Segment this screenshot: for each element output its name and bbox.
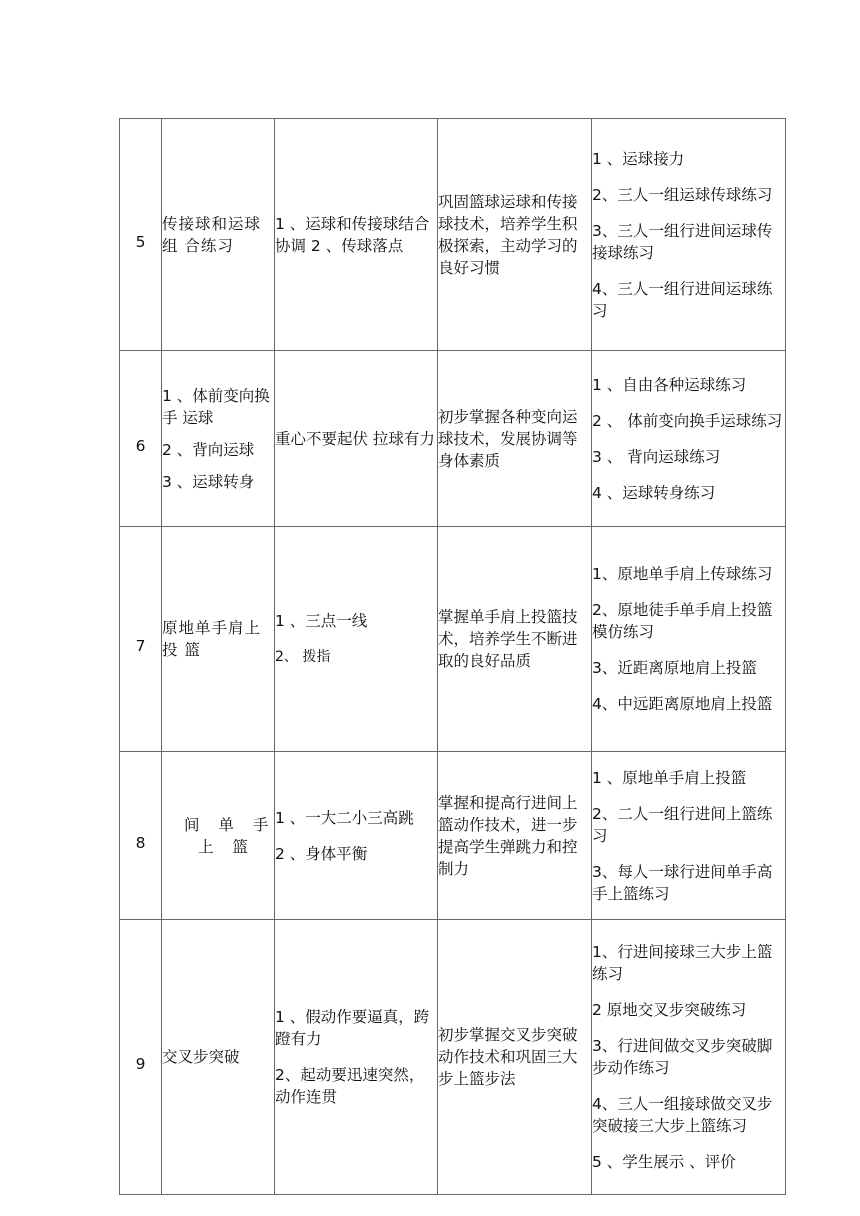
activities-cell [592, 527, 786, 752]
topic-line: 上 篮 [198, 837, 248, 856]
key-point-line: 1 、三点一线 [275, 612, 368, 630]
activities-cell [592, 119, 786, 351]
topic-line: 原地单手肩上投 篮 [162, 619, 262, 659]
lesson-number-cell: 7 [120, 527, 162, 752]
activity-line: 4、三人一组接球做交叉步突破接三大步上篮练习 [592, 1095, 773, 1135]
goal-text: 初步掌握交叉步突破动作技术和巩固三大步上篮步法 [438, 1026, 578, 1088]
key-point-line: 2、起动要迅速突然，动作连贯 [275, 1066, 425, 1106]
lesson-number-cell: 9 [120, 920, 162, 1195]
activity-line: 3、三人一组行进间运球传接球练习 [592, 221, 773, 262]
activity-line: 3、行进间做交叉步突破脚步动作练习 [592, 1037, 773, 1077]
key-point-line: 2、 拨指 [275, 649, 331, 665]
lesson-number-cell: 5 [120, 119, 162, 351]
goal-cell [438, 752, 592, 920]
activity-line: 3 、 背向运球练习 [592, 447, 721, 466]
key-point-line: 重心不要起伏 拉球有力 [275, 429, 435, 448]
key-point-line: 1 、一大二小三高跳 [275, 808, 414, 827]
key-points-cell [275, 920, 438, 1195]
topic-line: 交叉步突破 [162, 1048, 240, 1066]
lesson-number-cell: 8 [120, 752, 162, 920]
topic-cell [162, 920, 275, 1195]
activity-line: 2 、 体前变向换手运球练习 [592, 411, 783, 430]
lesson-plan-table [119, 118, 786, 1195]
topic-line: 间 单 手 [184, 815, 269, 834]
topic-line: 3 、运球转身 [162, 472, 255, 491]
key-points-cell [275, 119, 438, 351]
topic-cell [162, 119, 275, 351]
topic-line: 1 、体前变向换手 运球 [162, 386, 270, 427]
table-row [120, 351, 786, 527]
topic-line: 传接球和运球组 合练习 [162, 214, 262, 255]
key-points-cell [275, 527, 438, 752]
goal-text: 巩固篮球运球和传接球技术，培养学生积极探索，主动学习的良好习惯 [438, 192, 578, 277]
key-points-cell [275, 752, 438, 920]
goal-text: 掌握和提高行进间上篮动作技术，进一步提高学生弹跳力和控制力 [438, 793, 578, 878]
activity-line: 1、行进间接球三大步上篮练习 [592, 943, 773, 983]
activity-line: 1、原地单手肩上传球练习 [592, 565, 773, 583]
activity-line: 3、每人一球行进间单手高手上篮练习 [592, 862, 773, 903]
goal-text: 初步掌握各种变向运球技术，发展协调等身体素质 [438, 407, 578, 470]
activity-line: 1 、自由各种运球练习 [592, 375, 747, 394]
table-row [120, 920, 786, 1195]
activity-line: 4 、运球转身练习 [592, 483, 716, 502]
topic-cell [162, 527, 275, 752]
goal-cell [438, 119, 592, 351]
activity-line: 2、二人一组行进间上篮练习 [592, 804, 773, 845]
key-point-line: 1 、假动作要逼真，跨蹬有力 [275, 1008, 430, 1048]
activities-cell [592, 920, 786, 1195]
activity-line: 1 、原地单手肩上投篮 [592, 768, 747, 787]
topic-line: 2 、背向运球 [162, 440, 255, 459]
goal-cell [438, 527, 592, 752]
topic-cell [162, 351, 275, 527]
key-point-line: 1 、运球和传接球结合协调 2 、传球落点 [275, 214, 430, 255]
key-points-cell [275, 351, 438, 527]
activity-line: 5 、学生展示 、评价 [592, 1153, 736, 1171]
topic-cell [162, 752, 275, 920]
goal-text: 掌握单手肩上投篮技术，培养学生不断进取的良好品质 [438, 608, 578, 670]
activity-line: 4、三人一组行进间运球练习 [592, 279, 773, 320]
activity-line: 2、三人一组运球传球练习 [592, 185, 773, 204]
goal-cell [438, 920, 592, 1195]
table-row [120, 752, 786, 920]
table-row [120, 119, 786, 351]
activity-line: 1 、运球接力 [592, 149, 685, 168]
activity-line: 2、原地徒手单手肩上投篮模仿练习 [592, 601, 773, 641]
activities-cell [592, 351, 786, 527]
goal-cell [438, 351, 592, 527]
lesson-number-cell: 6 [120, 351, 162, 527]
activity-line: 3、近距离原地肩上投篮 [592, 659, 757, 677]
activity-line: 4、中远距离原地肩上投篮 [592, 695, 773, 713]
key-point-line: 2 、身体平衡 [275, 844, 368, 863]
activity-line: 2 原地交叉步突破练习 [592, 1001, 747, 1019]
activities-cell [592, 752, 786, 920]
table-row [120, 527, 786, 752]
